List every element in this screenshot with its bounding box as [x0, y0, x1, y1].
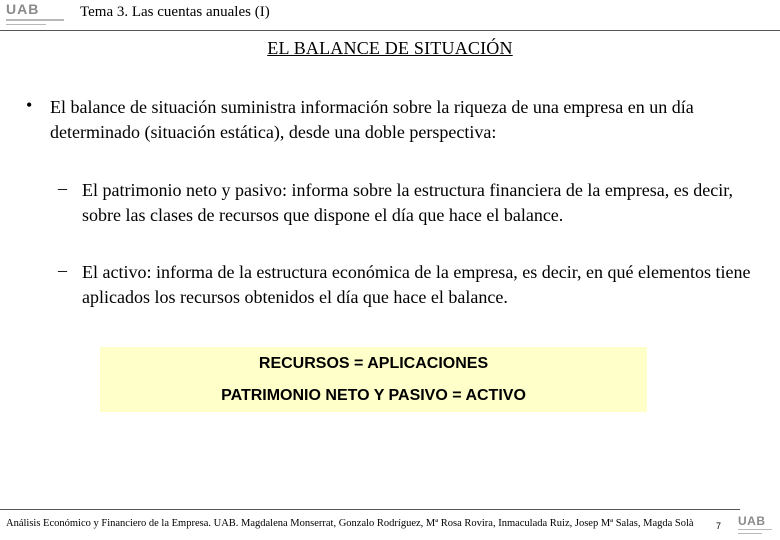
equation-patrimonio: PATRIMONIO NETO Y PASIVO = ACTIVO [221, 387, 526, 404]
header-title: Tema 3. Las cuentas anuales (I) [80, 4, 270, 20]
slide-title: EL BALANCE DE SITUACIÓN [267, 38, 513, 58]
uab-logo-mark [6, 2, 52, 16]
sub-item-text-patrimonio: El patrimonio neto y pasivo: informa sobre la estructura financiera de la empresa, es decir, sobre las clases de recursos que dispone el día que hace el balance. [82, 180, 734, 225]
header-divider [0, 30, 780, 31]
page-number: 7 [716, 521, 722, 531]
sub-item-text-activo: El activo: informa de la estructura económica de la empresa, es decir, en qué elementos tiene aplicados los recursos obtenidos el día que hace el balance. [82, 262, 751, 307]
uab-logo-header [6, 2, 66, 28]
footer-credits: Análisis Económico y Financiero de la Empresa. UAB. Magdalena Monserrat, Gonzalo Rodríguez, Mª Rosa Rovira, Inmaculada Ruiz, Josep Mª Salas, Magda Solà [6, 518, 694, 529]
uab-logo-mark [738, 514, 770, 526]
bullet-marker: • [26, 95, 33, 115]
sub-item-marker: – [58, 260, 67, 280]
sub-item-marker: – [58, 178, 67, 198]
svg-text:UAB: UAB [738, 514, 766, 526]
svg-text:UAB: UAB [6, 2, 40, 16]
equation-box [100, 347, 647, 412]
bullet-text: El balance de situación suministra información sobre la riqueza de una empresa en un día determinado (situación estática), desde una doble perspectiva: [50, 97, 694, 142]
uab-logo-footer [738, 514, 774, 538]
footer-divider [0, 509, 740, 510]
equation-recursos: RECURSOS = APLICACIONES [258, 355, 489, 372]
